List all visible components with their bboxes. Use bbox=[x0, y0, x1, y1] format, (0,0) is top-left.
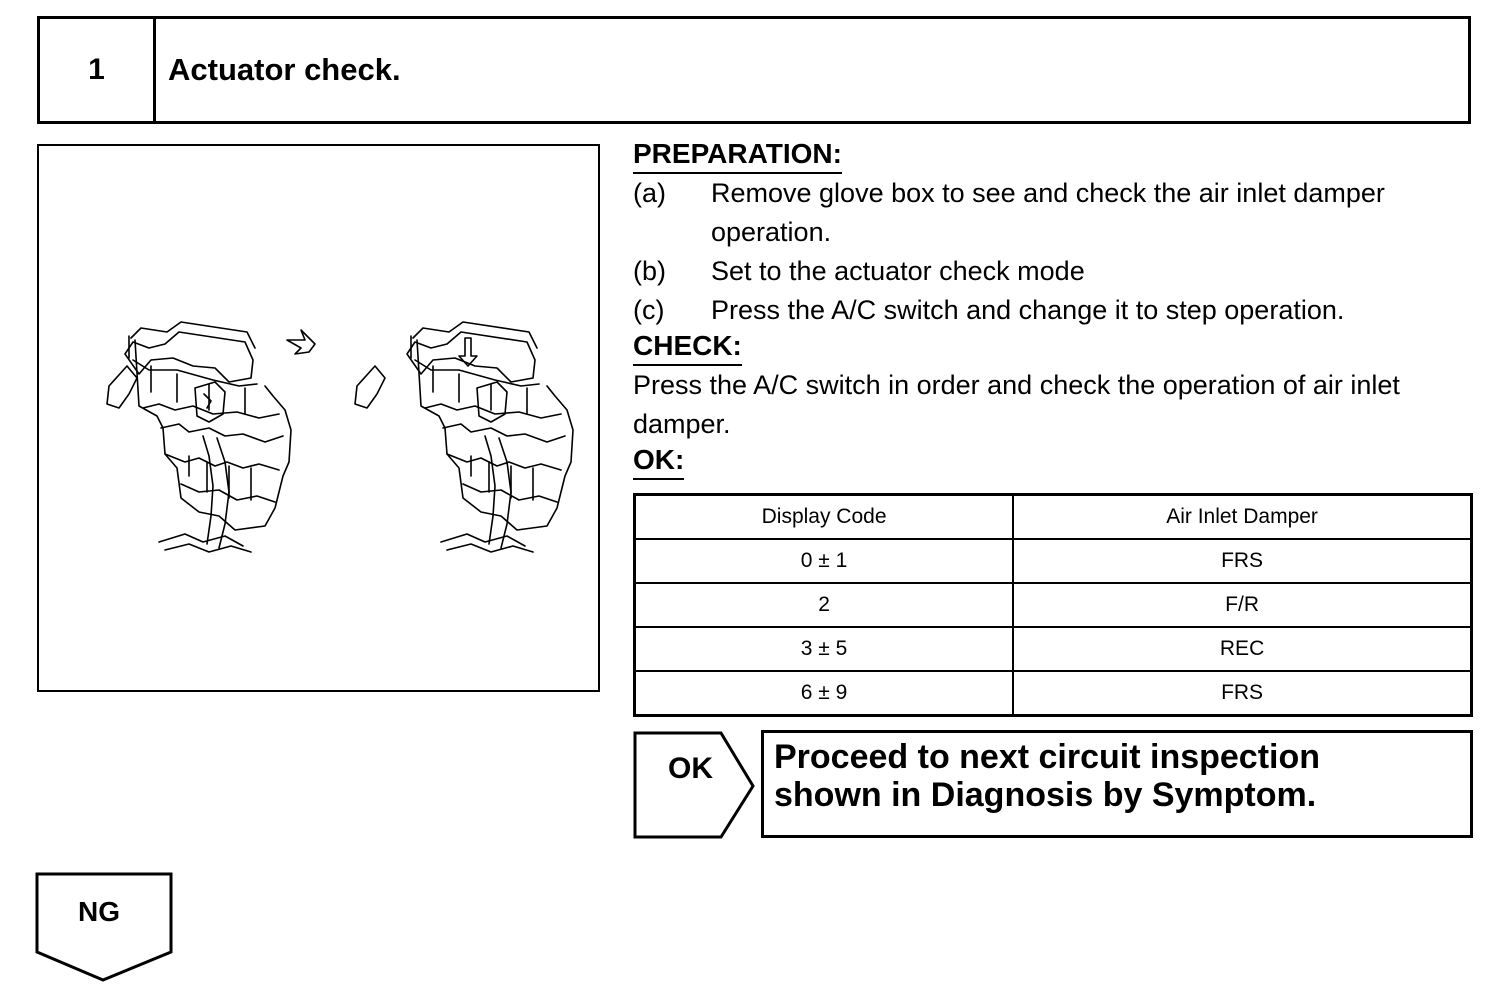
ng-label: NG bbox=[78, 896, 120, 927]
ok-heading: OK: bbox=[633, 444, 684, 480]
step-number: 1 bbox=[40, 19, 156, 121]
display-code-cell: 6 ± 9 bbox=[635, 671, 1014, 716]
prep-step-c bbox=[633, 291, 1478, 330]
display-code-cell: 2 bbox=[635, 583, 1014, 627]
table-row bbox=[635, 671, 1472, 716]
damper-cell: REC bbox=[1013, 627, 1471, 671]
preparation-heading: PREPARATION: bbox=[633, 138, 842, 174]
damper-cell: FRS bbox=[1013, 671, 1471, 716]
step-header bbox=[37, 16, 1471, 124]
prep-step-label: (b) bbox=[633, 256, 666, 286]
actuator-illustration bbox=[37, 144, 600, 692]
ok-label: OK bbox=[668, 752, 713, 785]
heater-unit-left-icon bbox=[107, 322, 315, 552]
prep-step-text: Remove glove box to see and check the air inlet damper operation. bbox=[711, 178, 1385, 247]
check-heading: CHECK: bbox=[633, 330, 742, 366]
check-text: Press the A/C switch in order and check the operation of air inlet damper. bbox=[633, 370, 1400, 439]
column-header-display-code: Display Code bbox=[635, 495, 1014, 540]
step-title: Actuator check. bbox=[168, 52, 401, 87]
damper-cell: FRS bbox=[1013, 539, 1471, 583]
prep-step-b bbox=[633, 252, 1478, 291]
procedure-content bbox=[633, 138, 1478, 480]
table-row bbox=[635, 627, 1472, 671]
prep-step-text: Set to the actuator check mode bbox=[711, 256, 1085, 286]
ok-result-line-2: shown in Diagnosis by Symptom. bbox=[774, 776, 1317, 814]
table-header-row bbox=[635, 495, 1472, 540]
damper-cell: F/R bbox=[1013, 583, 1471, 627]
display-code-cell: 3 ± 5 bbox=[635, 627, 1014, 671]
table-row bbox=[635, 539, 1472, 583]
ng-arrow-box bbox=[35, 872, 175, 984]
ok-result-box bbox=[761, 730, 1473, 838]
display-code-cell: 0 ± 1 bbox=[635, 539, 1014, 583]
table-row bbox=[635, 583, 1472, 627]
prep-step-label: (a) bbox=[633, 178, 666, 208]
ok-result-line-1: Proceed to next circuit inspection bbox=[774, 738, 1321, 776]
ok-arrow-box bbox=[633, 731, 757, 841]
prep-step-a bbox=[633, 174, 1478, 252]
prep-step-text: Press the A/C switch and change it to step operation. bbox=[711, 295, 1345, 325]
prep-step-label: (c) bbox=[633, 295, 665, 325]
ok-table bbox=[633, 493, 1473, 717]
column-header-air-inlet-damper: Air Inlet Damper bbox=[1013, 495, 1471, 540]
heater-unit-right-icon bbox=[355, 322, 573, 552]
